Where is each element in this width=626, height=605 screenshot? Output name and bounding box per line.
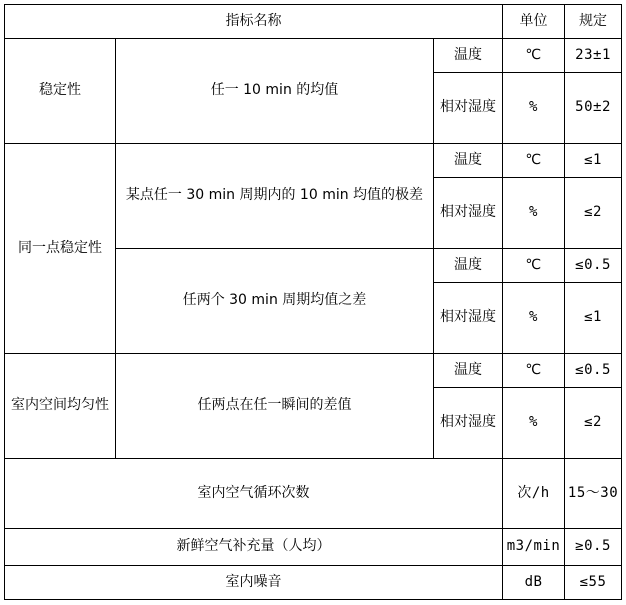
parameter-cell: 相对湿度	[434, 388, 503, 459]
description-cell: 任两个 30 min 周期均值之差	[116, 249, 434, 354]
table-row	[5, 354, 622, 388]
unit-cell: 次/h	[503, 459, 565, 529]
parameter-cell: 温度	[434, 144, 503, 178]
table-header-row	[5, 5, 622, 39]
spec-cell: ≤2	[565, 388, 622, 459]
unit-cell: %	[503, 283, 565, 354]
header-indicator-name: 指标名称	[5, 5, 503, 39]
table-row	[5, 459, 622, 529]
spec-cell: ≤0.5	[565, 249, 622, 283]
parameter-cell: 相对湿度	[434, 283, 503, 354]
parameter-cell: 相对湿度	[434, 178, 503, 249]
summary-name-cell-indoor-noise: 室内噪音	[5, 566, 503, 600]
unit-cell: ℃	[503, 39, 565, 73]
category-cell-same-point-stability: 同一点稳定性	[5, 144, 116, 354]
table-row	[5, 144, 622, 178]
unit-cell: dB	[503, 566, 565, 600]
header-spec: 规定	[565, 5, 622, 39]
category-cell-spatial-uniformity: 室内空间均匀性	[5, 354, 116, 459]
header-unit: 单位	[503, 5, 565, 39]
parameter-cell: 温度	[434, 39, 503, 73]
spec-cell: 50±2	[565, 73, 622, 144]
spec-cell: ≤2	[565, 178, 622, 249]
spec-table	[4, 4, 622, 600]
parameter-cell: 相对湿度	[434, 73, 503, 144]
summary-name-cell-fresh-air: 新鲜空气补充量（人均）	[5, 529, 503, 566]
spec-cell: ≤1	[565, 144, 622, 178]
unit-cell: %	[503, 73, 565, 144]
parameter-cell: 温度	[434, 249, 503, 283]
spec-cell: ≤0.5	[565, 354, 622, 388]
unit-cell: %	[503, 178, 565, 249]
spec-cell: ≤1	[565, 283, 622, 354]
unit-cell: ℃	[503, 354, 565, 388]
unit-cell: ℃	[503, 249, 565, 283]
table-row	[5, 566, 622, 600]
description-cell: 任一 10 min 的均值	[116, 39, 434, 144]
spec-cell: 15～30	[565, 459, 622, 529]
parameter-cell: 温度	[434, 354, 503, 388]
spec-cell: ≤55	[565, 566, 622, 600]
spec-cell: ≥0.5	[565, 529, 622, 566]
table-row	[5, 529, 622, 566]
description-cell: 某点任一 30 min 周期内的 10 min 均值的极差	[116, 144, 434, 249]
summary-name-cell-air-circulation: 室内空气循环次数	[5, 459, 503, 529]
spec-cell: 23±1	[565, 39, 622, 73]
unit-cell: ℃	[503, 144, 565, 178]
unit-cell: %	[503, 388, 565, 459]
description-cell: 任两点在任一瞬间的差值	[116, 354, 434, 459]
table-row	[5, 39, 622, 73]
category-cell-stability: 稳定性	[5, 39, 116, 144]
unit-cell: m3/min	[503, 529, 565, 566]
